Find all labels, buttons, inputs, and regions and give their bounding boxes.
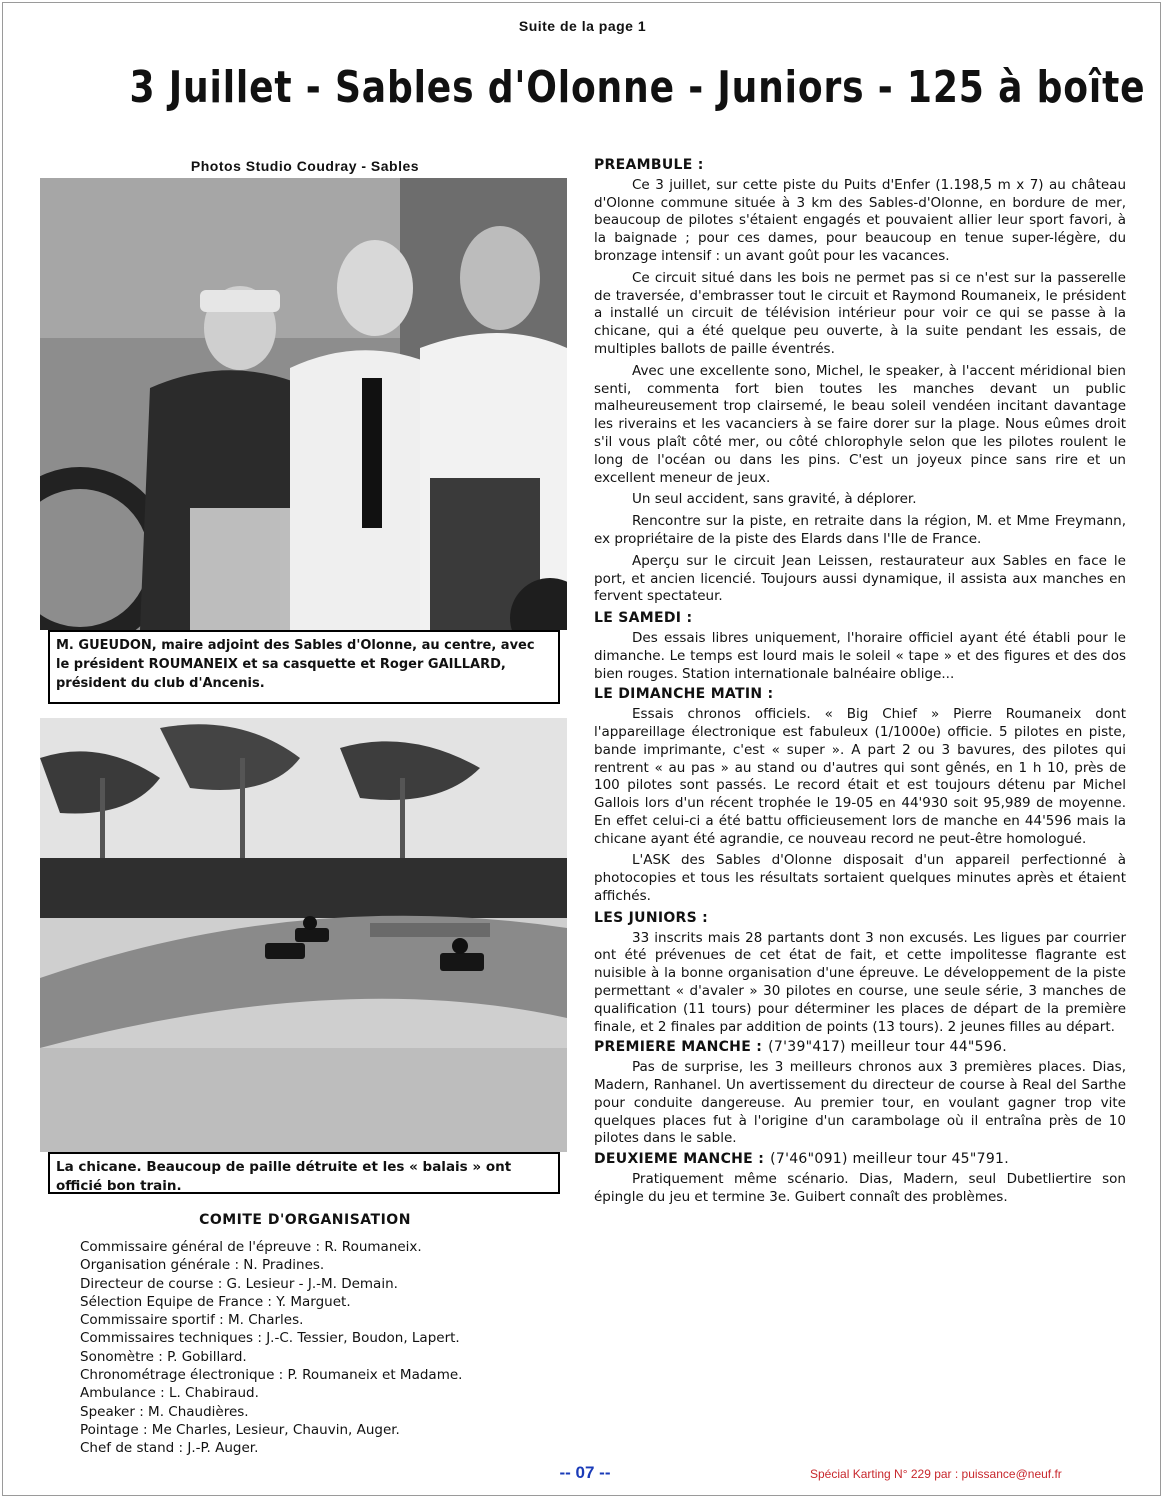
photo-chicane xyxy=(40,718,567,1152)
comite-line: Sélection Equipe de France : Y. Marguet. xyxy=(80,1293,351,1310)
photo-credit: Photos Studio Coudray - Sables xyxy=(190,158,420,174)
heading-manche2 xyxy=(594,1151,1126,1169)
heading-samedi: LE SAMEDI : xyxy=(594,610,693,627)
comite-title: COMITE D'ORGANISATION xyxy=(199,1212,411,1228)
comite-line: Directeur de course : G. Lesieur - J.-M. Demain. xyxy=(80,1275,398,1292)
comite-line: Organisation générale : N. Pradines. xyxy=(80,1257,325,1274)
footer-credit: Spécial Karting N° 229 par : puissance@neuf.fr xyxy=(810,1467,1062,1481)
comite-line: Speaker : M. Chaudières. xyxy=(80,1403,249,1420)
comite-line: Commissaire général de l'épreuve : R. Roumaneix. xyxy=(80,1239,422,1255)
heading-dimanche: LE DIMANCHE MATIN : xyxy=(594,686,774,703)
comite-line: Sonomètre : P. Gobillard. xyxy=(80,1348,247,1365)
paragraph: Aperçu sur le circuit Jean Leissen, restaurateur aux Sables en face le port, et ancien licencié. Toujours aussi dynamique, il assista aux manches en fervent spectateur. xyxy=(594,552,1126,605)
comite-line: Pointage : Me Charles, Lesieur, Chauvin, Auger. xyxy=(80,1421,400,1438)
paragraph: Essais chronos officiels. « Big Chief » Pierre Roumaneix dont l'appareillage électronique est fabuleux (1/1000e) officie. 5 pilotes en piste, bande imprimante, c'est « super ». A part 2 ou 3 bavures, des pilotes qui rentrent « au pas » au stand ou d'autres qui sont gênés, en 1 h 10, près de 100 pilotes sont passés. Le record était et est toujours détenu par Michel Gallois lors d'un récent trophée le 19-05 en 44'930 soit 95,989 de moyenne. En effet celui-ci a été battu officieusement lors de manche en 44'596 mais la chicane ayant été agrandie, ce nouveau record ne peut-être homologué. xyxy=(594,706,1126,847)
paragraph: Pratiquement même scénario. Dias, Madern, seul Dubetliertire son épingle du jeu et termine 3e. Guibert connaît des problèmes. xyxy=(594,1171,1126,1205)
comite-list xyxy=(80,1238,560,1458)
comite-line: Ambulance : L. Chabiraud. xyxy=(80,1385,259,1402)
comite-line: Chef de stand : J.-P. Auger. xyxy=(80,1440,259,1457)
article-column xyxy=(594,154,1126,1208)
paragraph: Avec une excellente sono, Michel, le speaker, à l'accent méridional bien senti, commenta fort bien toutes les manches devant un public malheureusement trop clairsemé, le beau soleil vendéen incitant davantage les riverains et les vacanciers à se faire dorer sur la plage. Nous eûmes droit s'il vous plaît côté mer, ou côté chlorophyle selon que les pilotes roulent le long de l'océan ou dans les pins. C'est un joyeux pince sans rire et un excellent meneur de jeux. xyxy=(594,362,1126,486)
manche2-label: DEUXIEME MANCHE : xyxy=(594,1151,765,1168)
photo-officials xyxy=(40,178,567,630)
photo-officials-image xyxy=(40,178,567,630)
comite-line: Chronométrage électronique : P. Roumaneix et Madame. xyxy=(80,1367,463,1384)
manche1-time: (7'39"417) meilleur tour 44"596. xyxy=(768,1039,1008,1056)
headline: 3 Juillet - Sables d'Olonne - Juniors - 125 à boîte xyxy=(129,62,1146,113)
heading-juniors: LES JUNIORS : xyxy=(594,909,709,926)
caption-chicane: La chicane. Beaucoup de paille détruite et les « balais » ont officié bon train. xyxy=(48,1152,560,1194)
comite-line: Commissaire sportif : M. Charles. xyxy=(80,1312,304,1329)
paragraph: Ce circuit situé dans les bois ne permet pas si ce n'est sur la passerelle de traversée, d'embrasser tout le circuit et Raymond Roumaneix, le président a installé un circuit de télévision intérieur pour voir ce qui se passe à la chicane, qui a été quelque peu ouverte, à la suite pendant les essais, de multiples ballots de paille éventrés. xyxy=(594,269,1126,357)
heading-manche1 xyxy=(594,1039,1126,1057)
continued-note: Suite de la page 1 xyxy=(518,18,647,34)
manche2-time: (7'46"091) meilleur tour 45"791. xyxy=(770,1151,1009,1168)
caption-officials: M. GUEUDON, maire adjoint des Sables d'Olonne, au centre, avec le président ROUMANEIX et sa casquette et Roger GAILLARD, président du club d'Ancenis. xyxy=(48,630,560,704)
manche1-label: PREMIERE MANCHE : xyxy=(594,1039,763,1056)
paragraph: Ce 3 juillet, sur cette piste du Puits d'Enfer (1.198,5 m x 7) au château d'Olonne commune située à 3 km des Sables-d'Olonne, en bordure de mer, beaucoup de pilotes s'étaient engagés et pouvaient allier leur sport favori, à la baignade ; pour ces dames, pour beaucoup en tenue super-légère, du bronzage intensif : un avant goût pour les vacances. xyxy=(594,176,1126,264)
paragraph: L'ASK des Sables d'Olonne disposait d'un appareil perfectionné à photocopies et tous les résultats sortaient quelques minutes après et étaient affichés. xyxy=(594,852,1126,905)
paragraph: Un seul accident, sans gravité, à déplorer. xyxy=(632,491,917,508)
paragraph: 33 inscrits mais 28 partants dont 3 non excusés. Les ligues par courrier ont été prévenues de cet état de fait, et cette impolitesse flagrante est nuisible à la bonne organisation d'une épreuve. Le développement de la piste permettant « d'avaler » 30 pilotes en course, une seule série, 3 manches de qualification (11 tours) pour déterminer les places de départ de la première finale, et 2 finales par addition de points (13 tours). 2 jeunes filles au départ. xyxy=(594,929,1126,1035)
page-number: -- 07 -- xyxy=(559,1463,611,1482)
photo-chicane-image xyxy=(40,718,567,1152)
heading-preambule: PREAMBULE : xyxy=(594,157,704,173)
paragraph: Pas de surprise, les 3 meilleurs chronos aux 3 premières places. Dias, Madern, Ranhanel. Un avertissement du directeur de course à Real del Sarthe pour conduite dangereuse. Au premier tour, en voulant gagner trop vite quelques places fut à l'origine d'un carambolage où il entraîna près de 10 pilotes dans le sable. xyxy=(594,1059,1126,1147)
paragraph: Des essais libres uniquement, l'horaire officiel ayant été établi pour le dimanche. Le temps est lourd mais le soleil « tape » et des figures et des dos bien rouges. Station internationale balnéaire oblige... xyxy=(594,629,1126,682)
comite-line: Commissaires techniques : J.-C. Tessier, Boudon, Lapert. xyxy=(80,1330,460,1347)
paragraph: Rencontre sur la piste, en retraite dans la région, M. et Mme Freymann, ex propriétaire de la piste des Elards dans l'Ile de France. xyxy=(594,513,1126,547)
